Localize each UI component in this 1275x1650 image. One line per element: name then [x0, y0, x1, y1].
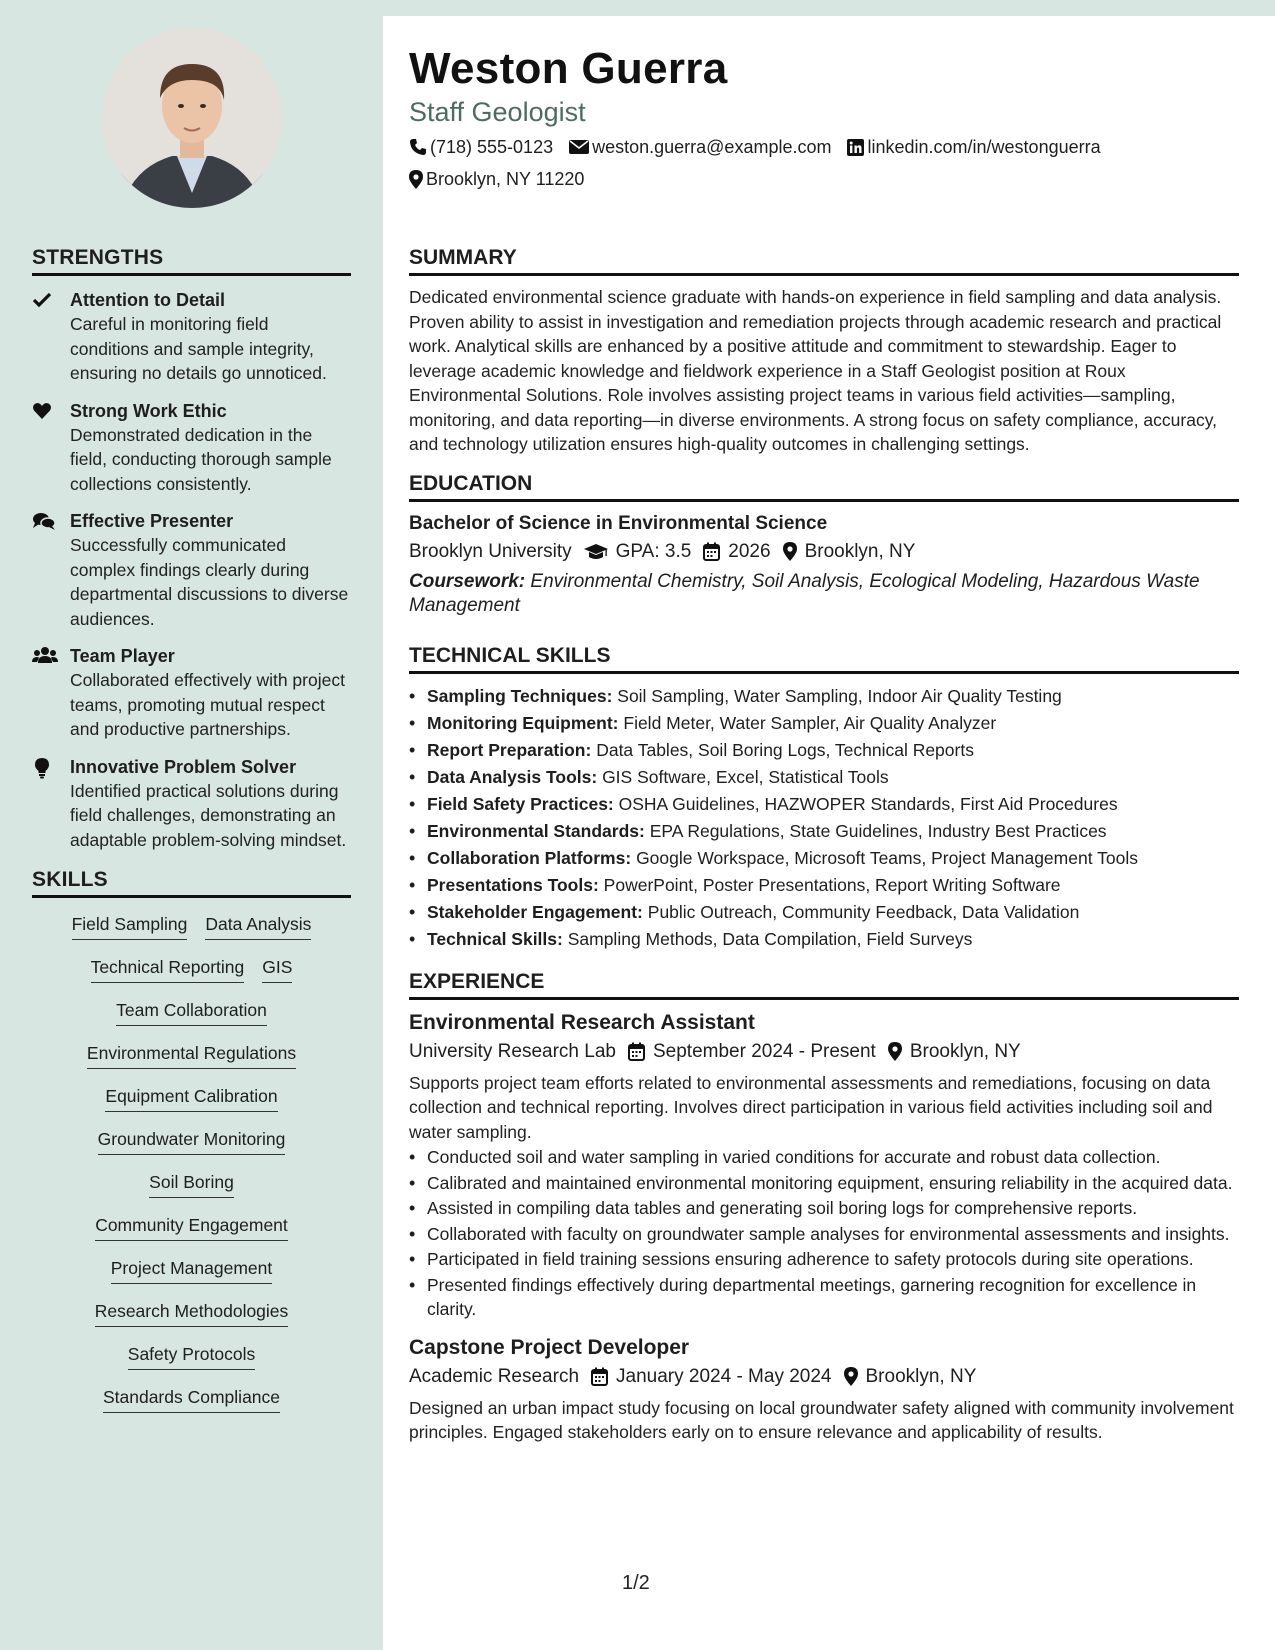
list-item: • Calibrated and maintained environmental monitoring equipment, ensuring reliability in the acquired data.	[409, 1171, 1239, 1196]
job-description: Supports project team efforts related to environmental assessments and remediations, focusing on data collection and technical reporting. Involves direct participation in various field activities including soil and water sampling.	[409, 1072, 1213, 1142]
summary-text: Dedicated environmental science graduate with hands-on experience in field sampling and data analysis. Proven ability to assist in investigation and remediation projects through academic research and practical work. Analytical skills are enhanced by a positive attitude and commitment to stewardship. Eager to leverage academic knowledge and fieldwork experience in a Staff Geologist position at Roux Environmental Solutions. Role involves assisting project teams in various field activities—sampling, monitoring, and data reporting—in diverse environments. A strong focus on safety compliance, accuracy, and technology utilization ensures high-quality outcomes in challenging settings.	[409, 287, 1222, 454]
list-item: • Participated in field training sessions ensuring adherence to safety protocols during site operations.	[409, 1247, 1239, 1272]
coursework-label: Coursework:	[409, 570, 526, 592]
skills-heading: SKILLS	[32, 868, 351, 898]
phone-contact	[409, 135, 553, 159]
job-bullets	[409, 1145, 1239, 1322]
strength-desc: Collaborated effectively with project teams, promoting mutual respect and productive partnerships.	[70, 670, 345, 739]
strength-item	[32, 509, 351, 631]
job-meta	[409, 1362, 1239, 1392]
edu-location: Brooklyn, NY	[804, 540, 916, 562]
strength-title: Strong Work Ethic	[70, 400, 227, 421]
strength-title: Effective Presenter	[70, 511, 234, 531]
main-content	[409, 0, 1239, 1445]
list-item: • Assisted in compiling data tables and generating soil boring logs for comprehensive reports.	[409, 1196, 1239, 1221]
map-marker-icon	[409, 170, 423, 189]
heart-icon	[32, 399, 70, 497]
coursework-list: Environmental Chemistry, Soil Analysis, Ecological Modeling, Hazardous Waste Management	[409, 570, 1200, 616]
linkedin-text[interactable]: linkedin.com/in/westonguerra	[867, 137, 1101, 157]
linkedin-contact[interactable]	[847, 135, 1100, 159]
job-location-item	[844, 1362, 977, 1392]
job-location: Brooklyn, NY	[865, 1365, 977, 1387]
candidate-name: Weston Guerra	[409, 44, 728, 93]
technical-skills-heading: TECHNICAL SKILLS	[409, 644, 1239, 674]
sidebar	[0, 0, 383, 1650]
gpa-text: GPA: 3.5	[615, 540, 692, 562]
list-item: • Stakeholder Engagement: Public Outreach, Community Feedback, Data Validation	[409, 899, 1239, 926]
summary-heading: SUMMARY	[409, 246, 1239, 276]
skill-tag: Field Sampling	[72, 912, 188, 940]
list-item: • Collaboration Platforms: Google Workspace, Microsoft Teams, Project Management Tools	[409, 845, 1239, 872]
job-title: Capstone Project Developer	[409, 1335, 690, 1359]
job-dates: September 2024 - Present	[652, 1040, 876, 1062]
comments-icon	[32, 509, 70, 631]
map-marker-icon	[844, 1367, 858, 1386]
contact-info	[409, 135, 1239, 199]
education-meta	[409, 537, 1239, 567]
skill-tag: Equipment Calibration	[105, 1084, 277, 1112]
map-marker-icon	[783, 542, 797, 561]
check-icon	[32, 288, 70, 386]
skill-tag: Soil Boring	[149, 1170, 234, 1198]
location-text: Brooklyn, NY 11220	[426, 169, 585, 189]
skill-tag: Technical Reporting	[91, 955, 245, 983]
job-location-item	[888, 1037, 1021, 1067]
map-marker-icon	[888, 1042, 902, 1061]
year-item	[703, 537, 770, 567]
strength-title: Team Player	[70, 646, 175, 666]
lightbulb-icon	[32, 755, 70, 853]
skill-tag: Data Analysis	[205, 912, 311, 940]
list-item: • Environmental Standards: EPA Regulations, State Guidelines, Industry Best Practices	[409, 818, 1239, 845]
gpa-item	[584, 537, 692, 567]
grad-year: 2026	[728, 540, 771, 562]
skill-tag: Team Collaboration	[116, 998, 267, 1026]
list-item: • Report Preparation: Data Tables, Soil Boring Logs, Technical Reports	[409, 737, 1239, 764]
list-item: • Presented findings effectively during departmental meetings, garnering recognition for excellence in clarity.	[409, 1273, 1239, 1322]
job-title: Environmental Research Assistant	[409, 1010, 755, 1034]
skill-tag: GIS	[262, 955, 292, 983]
strength-desc: Successfully communicated complex findings clearly during departmental discussions to diverse audiences.	[70, 535, 349, 629]
list-item: • Collaborated with faculty on groundwater sample analyses for environmental assessments and insights.	[409, 1222, 1239, 1247]
calendar-icon	[703, 542, 720, 561]
school-name: Brooklyn University	[409, 540, 572, 562]
technical-skills-list	[409, 683, 1239, 953]
skill-tag: Community Engagement	[95, 1213, 288, 1241]
job-location: Brooklyn, NY	[909, 1040, 1021, 1062]
list-item: • Conducted soil and water sampling in varied conditions for accurate and robust data collection.	[409, 1145, 1239, 1170]
envelope-icon	[569, 139, 589, 155]
strength-desc: Identified practical solutions during field challenges, demonstrating an adaptable problem-solving mindset.	[70, 780, 347, 850]
calendar-icon	[591, 1367, 608, 1386]
page-number: 1/2	[622, 1572, 650, 1594]
strength-desc: Careful in monitoring field conditions and sample integrity, ensuring no details go unnoticed.	[70, 314, 327, 383]
strength-title: Innovative Problem Solver	[70, 756, 297, 777]
profile-photo	[102, 28, 282, 208]
phone-text: (718) 555-0123	[430, 137, 554, 157]
calendar-icon	[628, 1042, 645, 1061]
skill-tag: Standards Compliance	[103, 1385, 280, 1413]
experience-heading: EXPERIENCE	[409, 970, 1239, 1000]
strength-title: Attention to Detail	[70, 290, 225, 310]
email-text[interactable]: weston.guerra@example.com	[592, 137, 832, 157]
job-dates-item	[591, 1362, 831, 1392]
job-entry	[409, 1334, 1239, 1445]
job-meta	[409, 1037, 1239, 1067]
graduation-cap-icon	[584, 543, 608, 561]
list-item: • Technical Skills: Sampling Methods, Data Compilation, Field Surveys	[409, 926, 1239, 953]
strengths-heading: STRENGTHS	[32, 246, 351, 276]
skill-tag: Research Methodologies	[95, 1299, 289, 1327]
list-item: • Monitoring Equipment: Field Meter, Water Sampler, Air Quality Analyzer	[409, 710, 1239, 737]
email-contact[interactable]	[569, 135, 831, 159]
job-dates-item	[628, 1037, 876, 1067]
edu-location-item	[783, 537, 916, 567]
skill-tag: Groundwater Monitoring	[98, 1127, 286, 1155]
skill-tag: Project Management	[111, 1256, 272, 1284]
job-org: Academic Research	[409, 1365, 580, 1387]
job-dates: January 2024 - May 2024	[616, 1365, 832, 1387]
list-item: • Sampling Techniques: Soil Sampling, Water Sampling, Indoor Air Quality Testing	[409, 683, 1239, 710]
strength-item	[32, 399, 351, 497]
strength-item	[32, 755, 351, 853]
list-item: • Data Analysis Tools: GIS Software, Excel, Statistical Tools	[409, 764, 1239, 791]
list-item: • Field Safety Practices: OSHA Guidelines, HAZWOPER Standards, First Aid Procedures	[409, 791, 1239, 818]
job-org: University Research Lab	[409, 1040, 616, 1062]
linkedin-icon	[847, 139, 864, 156]
job-entry	[409, 1009, 1239, 1322]
skill-tag: Safety Protocols	[128, 1342, 255, 1370]
strength-item	[32, 288, 351, 386]
coursework	[409, 570, 1239, 618]
skills-list	[32, 910, 351, 1413]
job-description: Designed an urban impact study focusing on local groundwater safety aligned with community involvement principles. Engaged stakeholders early on to ensure relevance and applicability of results.	[409, 1397, 1234, 1442]
degree-title: Bachelor of Science in Environmental Science	[409, 512, 828, 534]
education-heading: EDUCATION	[409, 472, 1239, 502]
phone-icon	[409, 138, 427, 156]
skill-tag: Environmental Regulations	[87, 1041, 296, 1069]
job-title: Staff Geologist	[409, 97, 586, 127]
strength-desc: Demonstrated dedication in the field, conducting thorough sample collections consistently.	[70, 424, 332, 494]
list-item: • Presentations Tools: PowerPoint, Poster Presentations, Report Writing Software	[409, 872, 1239, 899]
strength-item	[32, 644, 351, 742]
location-contact	[409, 167, 584, 191]
users-icon	[32, 644, 70, 742]
